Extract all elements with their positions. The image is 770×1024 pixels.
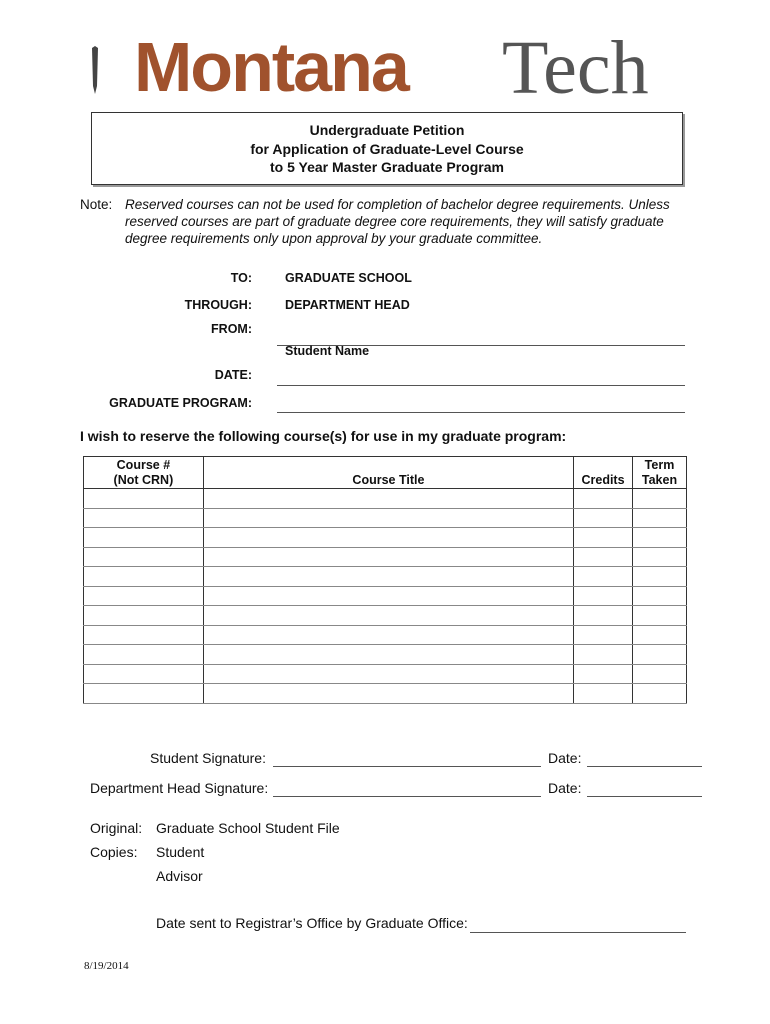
student-signature-field[interactable] bbox=[273, 766, 541, 767]
copy-advisor: Advisor bbox=[156, 868, 203, 884]
term-cell[interactable] bbox=[633, 489, 687, 509]
dept-head-signature-label: Department Head Signature: bbox=[90, 780, 269, 796]
to-value: GRADUATE SCHOOL bbox=[285, 271, 412, 285]
course-title-cell[interactable] bbox=[203, 664, 573, 684]
course-number-cell[interactable] bbox=[84, 547, 204, 567]
date-field[interactable] bbox=[277, 385, 685, 386]
note-text: Reserved courses can not be used for completion of bachelor degree requirements. Unless reserved courses are part of graduate degree core requirements, they will satisfy graduate degree requirements only upon approval by your graduate committee. bbox=[125, 197, 670, 246]
col-term-line2: Taken bbox=[641, 473, 678, 487]
dept-head-date-label: Date: bbox=[548, 780, 582, 796]
credits-cell[interactable] bbox=[574, 528, 633, 548]
title-line-1: Undergraduate Petition bbox=[309, 122, 465, 138]
table-row bbox=[84, 547, 687, 567]
course-number-cell[interactable] bbox=[84, 528, 204, 548]
course-number-cell[interactable] bbox=[84, 684, 204, 704]
credits-cell[interactable] bbox=[574, 664, 633, 684]
credits-cell[interactable] bbox=[574, 645, 633, 665]
term-cell[interactable] bbox=[633, 645, 687, 665]
dept-head-date-field[interactable] bbox=[587, 796, 702, 797]
title-line-3: to 5 Year Master Graduate Program bbox=[270, 159, 504, 175]
title-box bbox=[91, 112, 683, 185]
credits-cell[interactable] bbox=[574, 567, 633, 587]
logo-pick-icon bbox=[90, 46, 100, 94]
course-title-cell[interactable] bbox=[203, 684, 573, 704]
table-row bbox=[84, 567, 687, 587]
course-number-cell[interactable] bbox=[84, 489, 204, 509]
logo-tech-text: Tech bbox=[502, 26, 649, 110]
logo-montana-text: Montana bbox=[134, 28, 408, 106]
graduate-program-field[interactable] bbox=[277, 412, 685, 413]
credits-cell[interactable] bbox=[574, 606, 633, 626]
col-term-taken bbox=[633, 457, 687, 489]
credits-cell[interactable] bbox=[574, 586, 633, 606]
term-cell[interactable] bbox=[633, 528, 687, 548]
course-title-cell[interactable] bbox=[203, 606, 573, 626]
course-number-cell[interactable] bbox=[84, 606, 204, 626]
note-label: Note: bbox=[80, 197, 113, 212]
credits-cell[interactable] bbox=[574, 684, 633, 704]
table-header-row bbox=[84, 457, 687, 489]
term-cell[interactable] bbox=[633, 547, 687, 567]
course-intro: I wish to reserve the following course(s) for use in my graduate program: bbox=[80, 428, 567, 444]
course-title-cell[interactable] bbox=[203, 625, 573, 645]
course-number-cell[interactable] bbox=[84, 508, 204, 528]
table-row bbox=[84, 606, 687, 626]
table-row bbox=[84, 625, 687, 645]
term-cell[interactable] bbox=[633, 625, 687, 645]
revision-date: 8/19/2014 bbox=[84, 960, 129, 972]
table-row bbox=[84, 508, 687, 528]
credits-cell[interactable] bbox=[574, 489, 633, 509]
to-label: TO: bbox=[230, 271, 252, 285]
through-label: THROUGH: bbox=[184, 298, 252, 312]
original-value: Graduate School Student File bbox=[156, 820, 340, 836]
student-name-caption: Student Name bbox=[285, 344, 370, 358]
col-course-number bbox=[84, 457, 204, 489]
montana-tech-logo bbox=[90, 26, 660, 110]
course-number-cell[interactable] bbox=[84, 625, 204, 645]
col-course-number-line1: Course # bbox=[116, 458, 171, 472]
term-cell[interactable] bbox=[633, 606, 687, 626]
term-cell[interactable] bbox=[633, 586, 687, 606]
through-value: DEPARTMENT HEAD bbox=[285, 298, 410, 312]
title-line-2: for Application of Graduate-Level Course bbox=[250, 140, 524, 157]
dept-head-signature-field[interactable] bbox=[273, 796, 541, 797]
credits-cell[interactable] bbox=[574, 625, 633, 645]
course-title-cell[interactable] bbox=[203, 528, 573, 548]
note bbox=[80, 196, 700, 247]
col-course-number-line2: (Not CRN) bbox=[113, 473, 174, 487]
col-credits: Credits bbox=[574, 457, 633, 489]
course-table bbox=[83, 456, 687, 704]
registrar-date-field[interactable] bbox=[470, 932, 686, 933]
student-signature-label: Student Signature: bbox=[150, 750, 266, 766]
table-row bbox=[84, 664, 687, 684]
course-title-cell[interactable] bbox=[203, 508, 573, 528]
col-course-title: Course Title bbox=[203, 457, 573, 489]
term-cell[interactable] bbox=[633, 684, 687, 704]
course-number-cell[interactable] bbox=[84, 664, 204, 684]
course-number-cell[interactable] bbox=[84, 586, 204, 606]
table-row bbox=[84, 528, 687, 548]
course-title-cell[interactable] bbox=[203, 586, 573, 606]
original-label: Original: bbox=[90, 820, 143, 836]
from-label: FROM: bbox=[211, 322, 252, 336]
registrar-date-label: Date sent to Registrar’s Office by Graduate Office: bbox=[156, 915, 468, 931]
date-label: DATE: bbox=[214, 368, 252, 382]
term-cell[interactable] bbox=[633, 664, 687, 684]
col-term-line1: Term bbox=[644, 458, 675, 472]
student-date-field[interactable] bbox=[587, 766, 702, 767]
credits-cell[interactable] bbox=[574, 547, 633, 567]
course-title-cell[interactable] bbox=[203, 567, 573, 587]
table-row bbox=[84, 645, 687, 665]
term-cell[interactable] bbox=[633, 567, 687, 587]
copies-label: Copies: bbox=[90, 844, 138, 860]
course-title-cell[interactable] bbox=[203, 645, 573, 665]
table-row bbox=[84, 684, 687, 704]
course-title-cell[interactable] bbox=[203, 489, 573, 509]
student-date-label: Date: bbox=[548, 750, 582, 766]
table-row bbox=[84, 489, 687, 509]
credits-cell[interactable] bbox=[574, 508, 633, 528]
copy-student: Student bbox=[156, 844, 205, 860]
course-number-cell[interactable] bbox=[84, 567, 204, 587]
graduate-program-label: GRADUATE PROGRAM: bbox=[109, 396, 252, 410]
course-number-cell[interactable] bbox=[84, 645, 204, 665]
term-cell[interactable] bbox=[633, 508, 687, 528]
table-row bbox=[84, 586, 687, 606]
course-title-cell[interactable] bbox=[203, 547, 573, 567]
